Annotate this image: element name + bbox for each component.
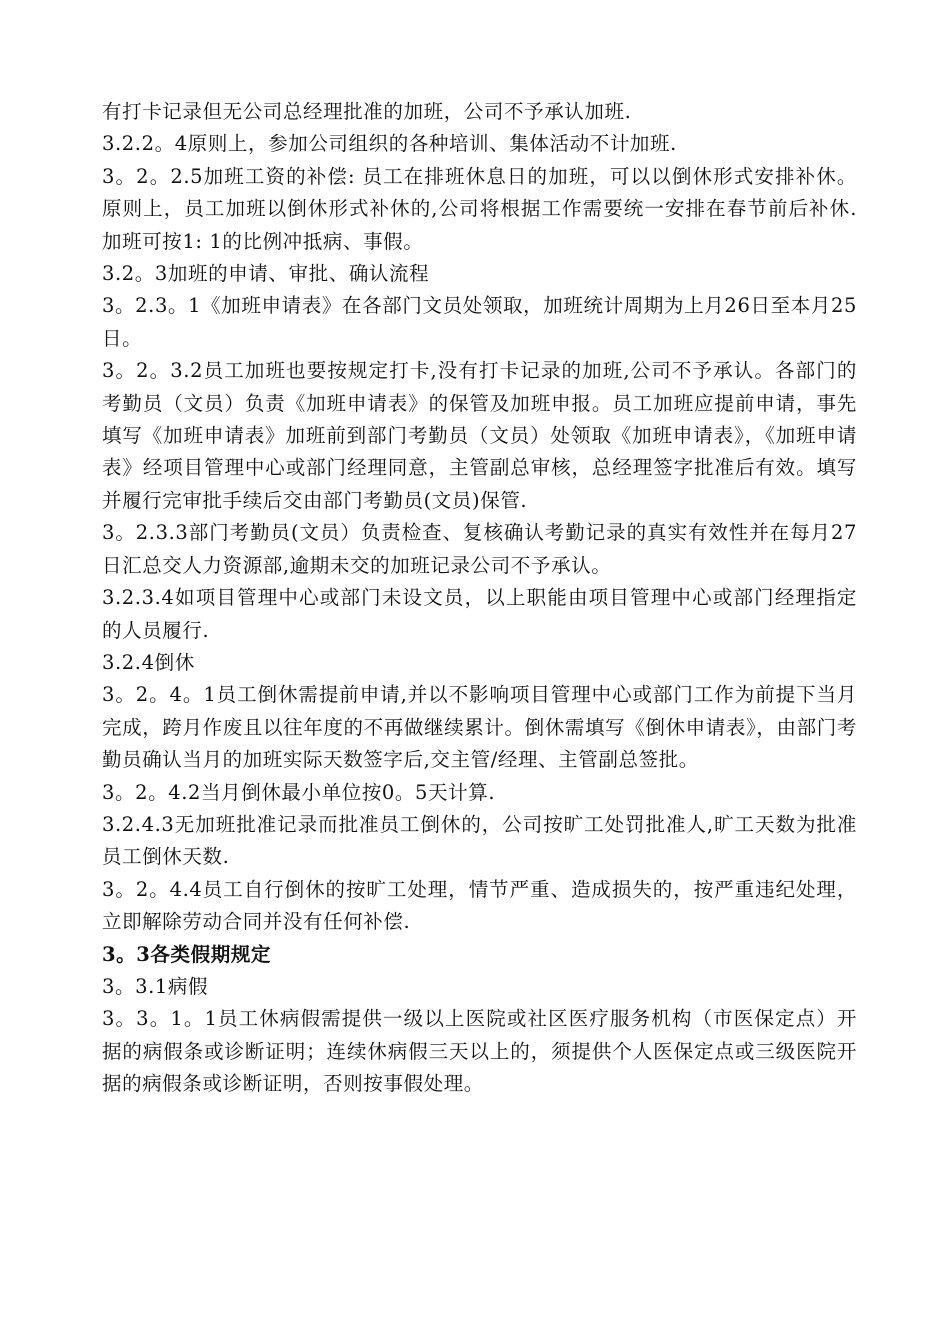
paragraph-3-3-1-1: 3。3。1。1员工休病假需提供一级以上医院或社区医疗服务机构（市医保定点）开据的病假条或诊断证明；连续休病假三天以上的，须提供个人医保定点或三级医院开据的病假条或诊断证明，否则按事假处理。 (102, 1007, 857, 1096)
paragraph-overtime-no-approval: 有打卡记录但无公司总经理批准的加班，公司不予承认加班. (102, 100, 632, 123)
paragraph-3-2-4-3: 3.2.4.3无加班批准记录而批准员工倒休的，公司按旷工处罚批准人,旷工天数为批准员工倒休天数. (102, 812, 857, 869)
paragraph-3-2-3-3: 3。2.3.3部门考勤员(文员）负责检查、复核确认考勤记录的真实有效性并在每月27日汇总交人力资源部,逾期未交的加班记录公司不予承认。 (102, 521, 857, 577)
section-heading-3-2-4: 3.2.4倒休 (102, 650, 195, 674)
paragraph-3-2-4-4: 3。2。4.4员工自行倒休的按旷工处理，情节严重、造成损失的，按严重违纪处理，立即解除劳动合同并没有任何补偿. (102, 877, 857, 934)
paragraph-3-2-2-5: 3。2。2.5加班工资的补偿: 员工在排班休息日的加班，可以以倒休形式安排补休。原则上，员工加班以倒休形式补休的,公司将根据工作需要统一安排在春节前后补休.加班可按1: 1的比例冲抵病、事假。 (102, 164, 857, 253)
paragraph-3-2-3-4: 3.2.3.4如项目管理中心或部门未设文员，以上职能由项目管理中心或部门经理指定的人员履行. (102, 586, 857, 642)
paragraph-3-2-3-2: 3。2。3.2员工加班也要按规定打卡,没有打卡记录的加班,公司不予承认。各部门的考勤员（文员）负责《加班申请表》的保管及加班申报。员工加班应提前申请，事先填写《加班申请表》加班前到部门考勤员（文员）处领取《加班申请表》，《加班申请表》经项目管理中心或部门经理同意，主管副总审核，总经理签字批准后有效。填写并履行完审批手续后交由部门考勤员(文员)保管. (102, 359, 857, 512)
paragraph-3-2-4-2: 3。2。4.2当月倒休最小单位按0。5天计算. (102, 780, 496, 804)
paragraph-3-2-3-1: 3。2.3。1《加班申请表》在各部门文员处领取，加班统计周期为上月26日至本月25日。 (102, 294, 857, 350)
section-heading-3-2-3: 3.2。3加班的申请、审批、确认流程 (102, 262, 430, 286)
section-heading-3-3: 3。3各类假期规定 (102, 942, 272, 966)
document-body (102, 96, 857, 1101)
paragraph-3-2-4-1: 3。2。4。1员工倒休需提前申请,并以不影响项目管理中心或部门工作为前提下当月完成，跨月作废且以往年度的不再做继续累计。倒休需填写《倒休申请表》，由部门考勤员确认当月的加班实际天数签字后,交主管/经理、主管副总签批。 (102, 683, 857, 772)
paragraph-3-2-2-4: 3.2.2。4原则上，参加公司组织的各种培训、集体活动不计加班. (102, 132, 677, 156)
section-heading-3-3-1: 3。3.1病假 (102, 974, 209, 998)
